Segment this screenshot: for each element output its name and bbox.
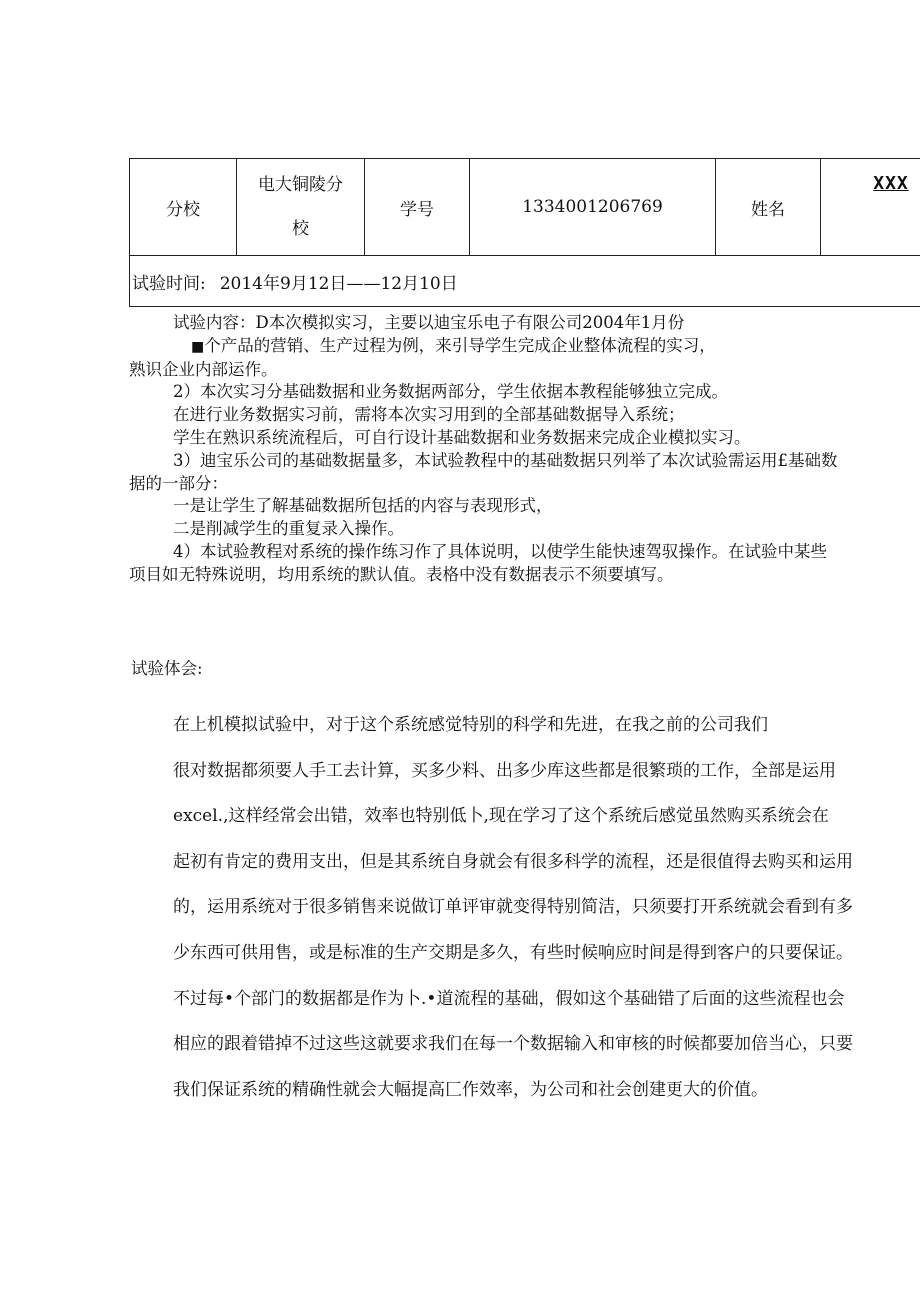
content-line: 一是让学生了解基础数据所包括的内容与表现形式， — [173, 496, 553, 516]
content-line: 熟识企业内部运作。 — [129, 359, 278, 379]
experience-line: excel.,这样经常会出错，效率也特别低卜,现在学习了这个系统后感觉虽然购买系统会在 — [173, 806, 829, 827]
experience-line: 相应的跟着错掉不过这些这就要求我们在每一个数据输入和审核的时候都要加倍当心，只要 — [173, 1034, 853, 1055]
info-row — [130, 159, 920, 256]
test-time-cell — [130, 256, 920, 307]
content-line: 2）本次实习分基础数据和业务数据两部分，学生依据本教程能够独立完成。 — [173, 382, 728, 402]
square-bullet-icon: ■ — [191, 338, 205, 355]
content-line: 3）迪宝乐公司的基础数据量多，本试验教程中的基础数据只列举了本次试验需运用£基础数 — [173, 450, 838, 470]
branch-value: 电大铜陵分 校 — [237, 159, 365, 256]
content-line: 试验内容：D本次模拟实习，主要以迪宝乐电子有限公司2004年1月份 — [173, 313, 685, 332]
test-time-row — [130, 256, 920, 307]
experience-line: 的，运用系统对于很多销售来说做订单评审就变得特别简洁，只须要打开系统就会看到有多 — [173, 897, 853, 918]
experience-line: 很对数据都须要人手工去计算，买多少料、出多少库这些都是很繁琐的工作，全部是运用 — [173, 760, 836, 781]
experience-line: 我们保证系统的精确性就会大幅提高匚作效率，为公司和社会创建更大的价值。 — [173, 1079, 768, 1100]
experience-line: 起初有肯定的费用支出，但是其系统自身就会有很多科学的流程，还是很值得去购买和运用 — [173, 851, 853, 872]
content-line: ■个产品的营销、生产过程为例，来引导学生完成企业整体流程的实习， — [191, 335, 716, 355]
content-line: 据的一部分： — [129, 473, 228, 493]
experience-line: 在上机模拟试验中，对于这个系统感觉特别的科学和先进，在我之前的公司我们 — [173, 715, 768, 735]
experience-line: 不过每•个部门的数据都是作为卜.•道流程的基础，假如这个基础错了后面的这些流程也会 — [173, 988, 845, 1009]
name-value: XXX — [821, 159, 920, 256]
content-line: 在进行业务数据实习前，需将本次实习用到的全部基础数据导入系统； — [173, 405, 685, 425]
experience-line: 少东西可供用售，或是标准的生产交期是多久，有些时候响应时间是得到客户的只要保证。 — [173, 942, 853, 963]
experience-body — [173, 703, 918, 1113]
content-line: 二是削减学生的重复录入操作。 — [173, 519, 404, 539]
content-line: 学生在熟识系统流程后，可自行设计基础数据和业务数据来完成企业模拟实习。 — [173, 427, 751, 447]
content-line: 4）本试验教程对系统的操作练习作了具体说明，以使学生能快速驾驭操作。在试验中某些 — [173, 541, 827, 561]
experience-title: 试验体会: — [131, 659, 203, 678]
student-info-table — [129, 158, 920, 307]
content-line: 项目如无特殊说明，均用系统的默认值。表格中没有数据表示不须要填写。 — [129, 564, 674, 584]
student-id-value: 1334001206769 — [470, 159, 716, 256]
test-content-section — [129, 312, 918, 587]
test-time-value: 2014年9月12日——12月10日 — [219, 273, 458, 294]
name-label: 姓名 — [716, 159, 821, 256]
test-time-label: 试验时间: — [132, 273, 206, 294]
branch-label: 分校 — [130, 159, 237, 256]
student-id-label: 学号 — [365, 159, 470, 256]
